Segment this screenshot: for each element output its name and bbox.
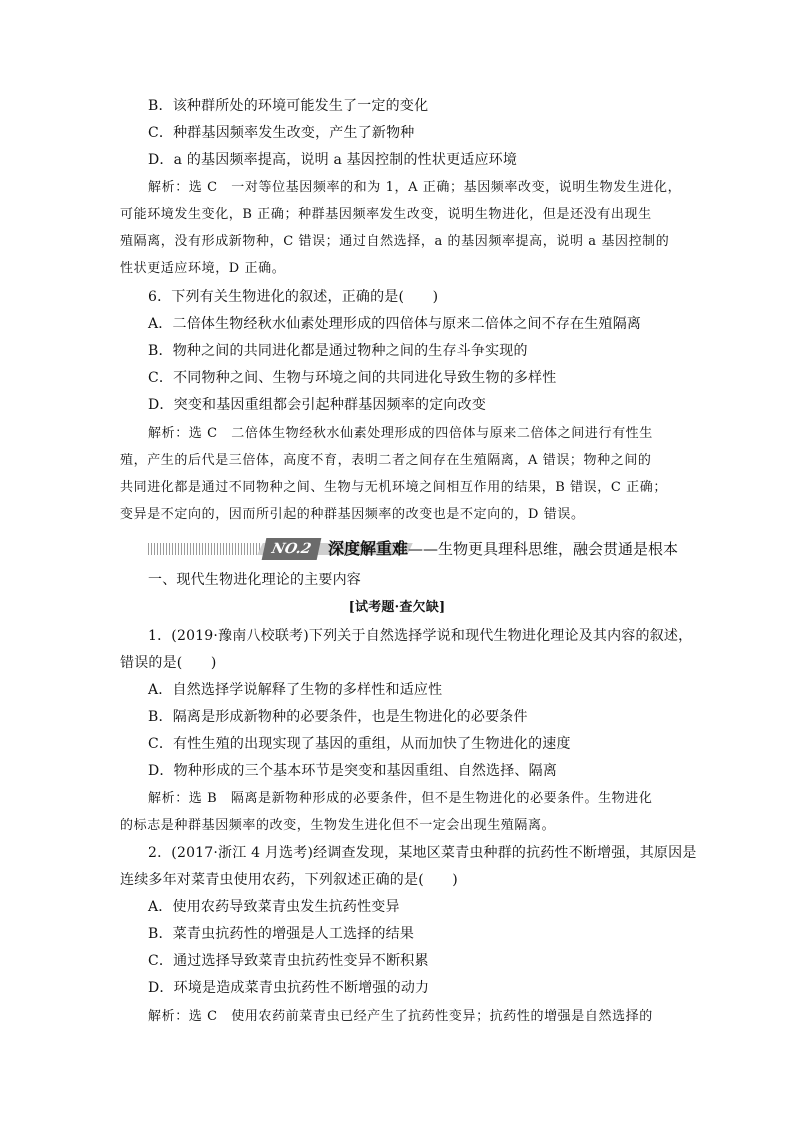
question-2-stem-cont: 连续多年对菜青虫使用农药，下列叙述正确的是( ) xyxy=(120,872,458,888)
analysis-line: 解析：选 C 二倍体生物经秋水仙素处理形成的四倍体与原来二倍体之间进行有性生 xyxy=(148,426,653,441)
section-heading: 一、现代生物进化理论的主要内容 xyxy=(148,572,361,588)
option-b-line: B．菜青虫抗药性的增强是人工选择的结果 xyxy=(148,926,415,942)
analysis-line: 解析：选 C 一对等位基因频率的和为 1，A 正确；基因频率改变，说明生物发生进化， xyxy=(148,180,682,195)
banner-title xyxy=(328,538,678,560)
analysis-line: 性状更适应环境，D 正确。 xyxy=(120,261,286,276)
option-b-line: B．物种之间的共同进化都是通过物种之间的生存斗争实现的 xyxy=(148,343,528,359)
subsection-heading: [试考题·查欠缺] xyxy=(348,600,446,615)
banner-title-text: 深度解重难 xyxy=(328,539,409,558)
option-a-line: A．使用农药导致菜青虫发生抗药性变异 xyxy=(148,899,400,915)
analysis-line: 可能环境发生变化，B 正确；种群基因频率发生改变，说明生物进化，但是还没有出现生 xyxy=(120,207,652,222)
question-1-stem: 1．(2019·豫南八校联考)下列关于自然选择学说和现代生物进化理论及其内容的叙述， xyxy=(148,628,693,644)
option-c-line: C．不同物种之间、生物与环境之间的共同进化导致生物的多样性 xyxy=(148,370,557,386)
option-d-line: D．环境是造成菜青虫抗药性不断增强的动力 xyxy=(148,980,430,996)
option-b-line: B．该种群所处的环境可能发生了一定的变化 xyxy=(148,98,429,114)
section-banner xyxy=(148,538,688,560)
banner-dots xyxy=(148,543,260,555)
analysis-line: 解析：选 C 使用农药前菜青虫已经产生了抗药性变异；抗药性的增强是自然选择的 xyxy=(148,1009,653,1024)
option-b-line: B．隔离是形成新物种的必要条件，也是生物进化的必要条件 xyxy=(148,709,528,725)
option-c-line: C．有性生殖的出现实现了基因的重组，从而加快了生物进化的速度 xyxy=(148,736,571,752)
option-a-line: A．自然选择学说解释了生物的多样性和适应性 xyxy=(148,682,443,698)
option-a-line: A．二倍体生物经秋水仙素处理形成的四倍体与原来二倍体之间不存在生殖隔离 xyxy=(148,316,642,332)
analysis-line: 殖，产生的后代是三倍体，高度不育，表明二者之间存在生殖隔离，A 错误；物种之间的 xyxy=(120,453,652,468)
option-d-line: D．突变和基因重组都会引起种群基因频率的定向改变 xyxy=(148,397,487,413)
banner-badge: NO.2 xyxy=(262,538,321,560)
option-c-line: C．种群基因频率发生改变，产生了新物种 xyxy=(148,125,415,141)
question-1-stem-cont: 错误的是( ) xyxy=(120,655,217,671)
option-d-line: D．物种形成的三个基本环节是突变和基因重组、自然选择、隔离 xyxy=(148,763,558,779)
analysis-line: 变异是不定向的，因而所引起的种群基因频率的改变也是不定向的，D 错误。 xyxy=(120,507,585,522)
question-2-stem: 2．(2017·浙江 4 月选考)经调查发现，某地区菜青虫种群的抗药性不断增强，其原因是 xyxy=(148,845,697,861)
option-c-line: C．通过选择导致菜青虫抗药性变异不断积累 xyxy=(148,953,429,969)
banner-subtitle: ——生物更具理科思维，融会贯通是根本 xyxy=(408,540,679,558)
option-d-line: D．a 的基因频率提高，说明 a 基因控制的性状更适应环境 xyxy=(148,152,518,168)
analysis-line: 共同进化都是通过不同物种之间、生物与无机环境之间相互作用的结果，B 错误，C 正确； xyxy=(120,480,667,495)
analysis-line: 的标志是种群基因频率的改变，生物发生进化但不一定会出现生殖隔离。 xyxy=(120,818,556,833)
question-6-stem: 6．下列有关生物进化的叙述，正确的是( ) xyxy=(148,289,439,305)
analysis-line: 殖隔离，没有形成新物种，C 错误；通过自然选择，a 的基因频率提高，说明 a 基因控制的 xyxy=(120,234,670,249)
analysis-line: 解析：选 B 隔离是新物种形成的必要条件，但不是生物进化的必要条件。生物进化 xyxy=(148,791,653,806)
